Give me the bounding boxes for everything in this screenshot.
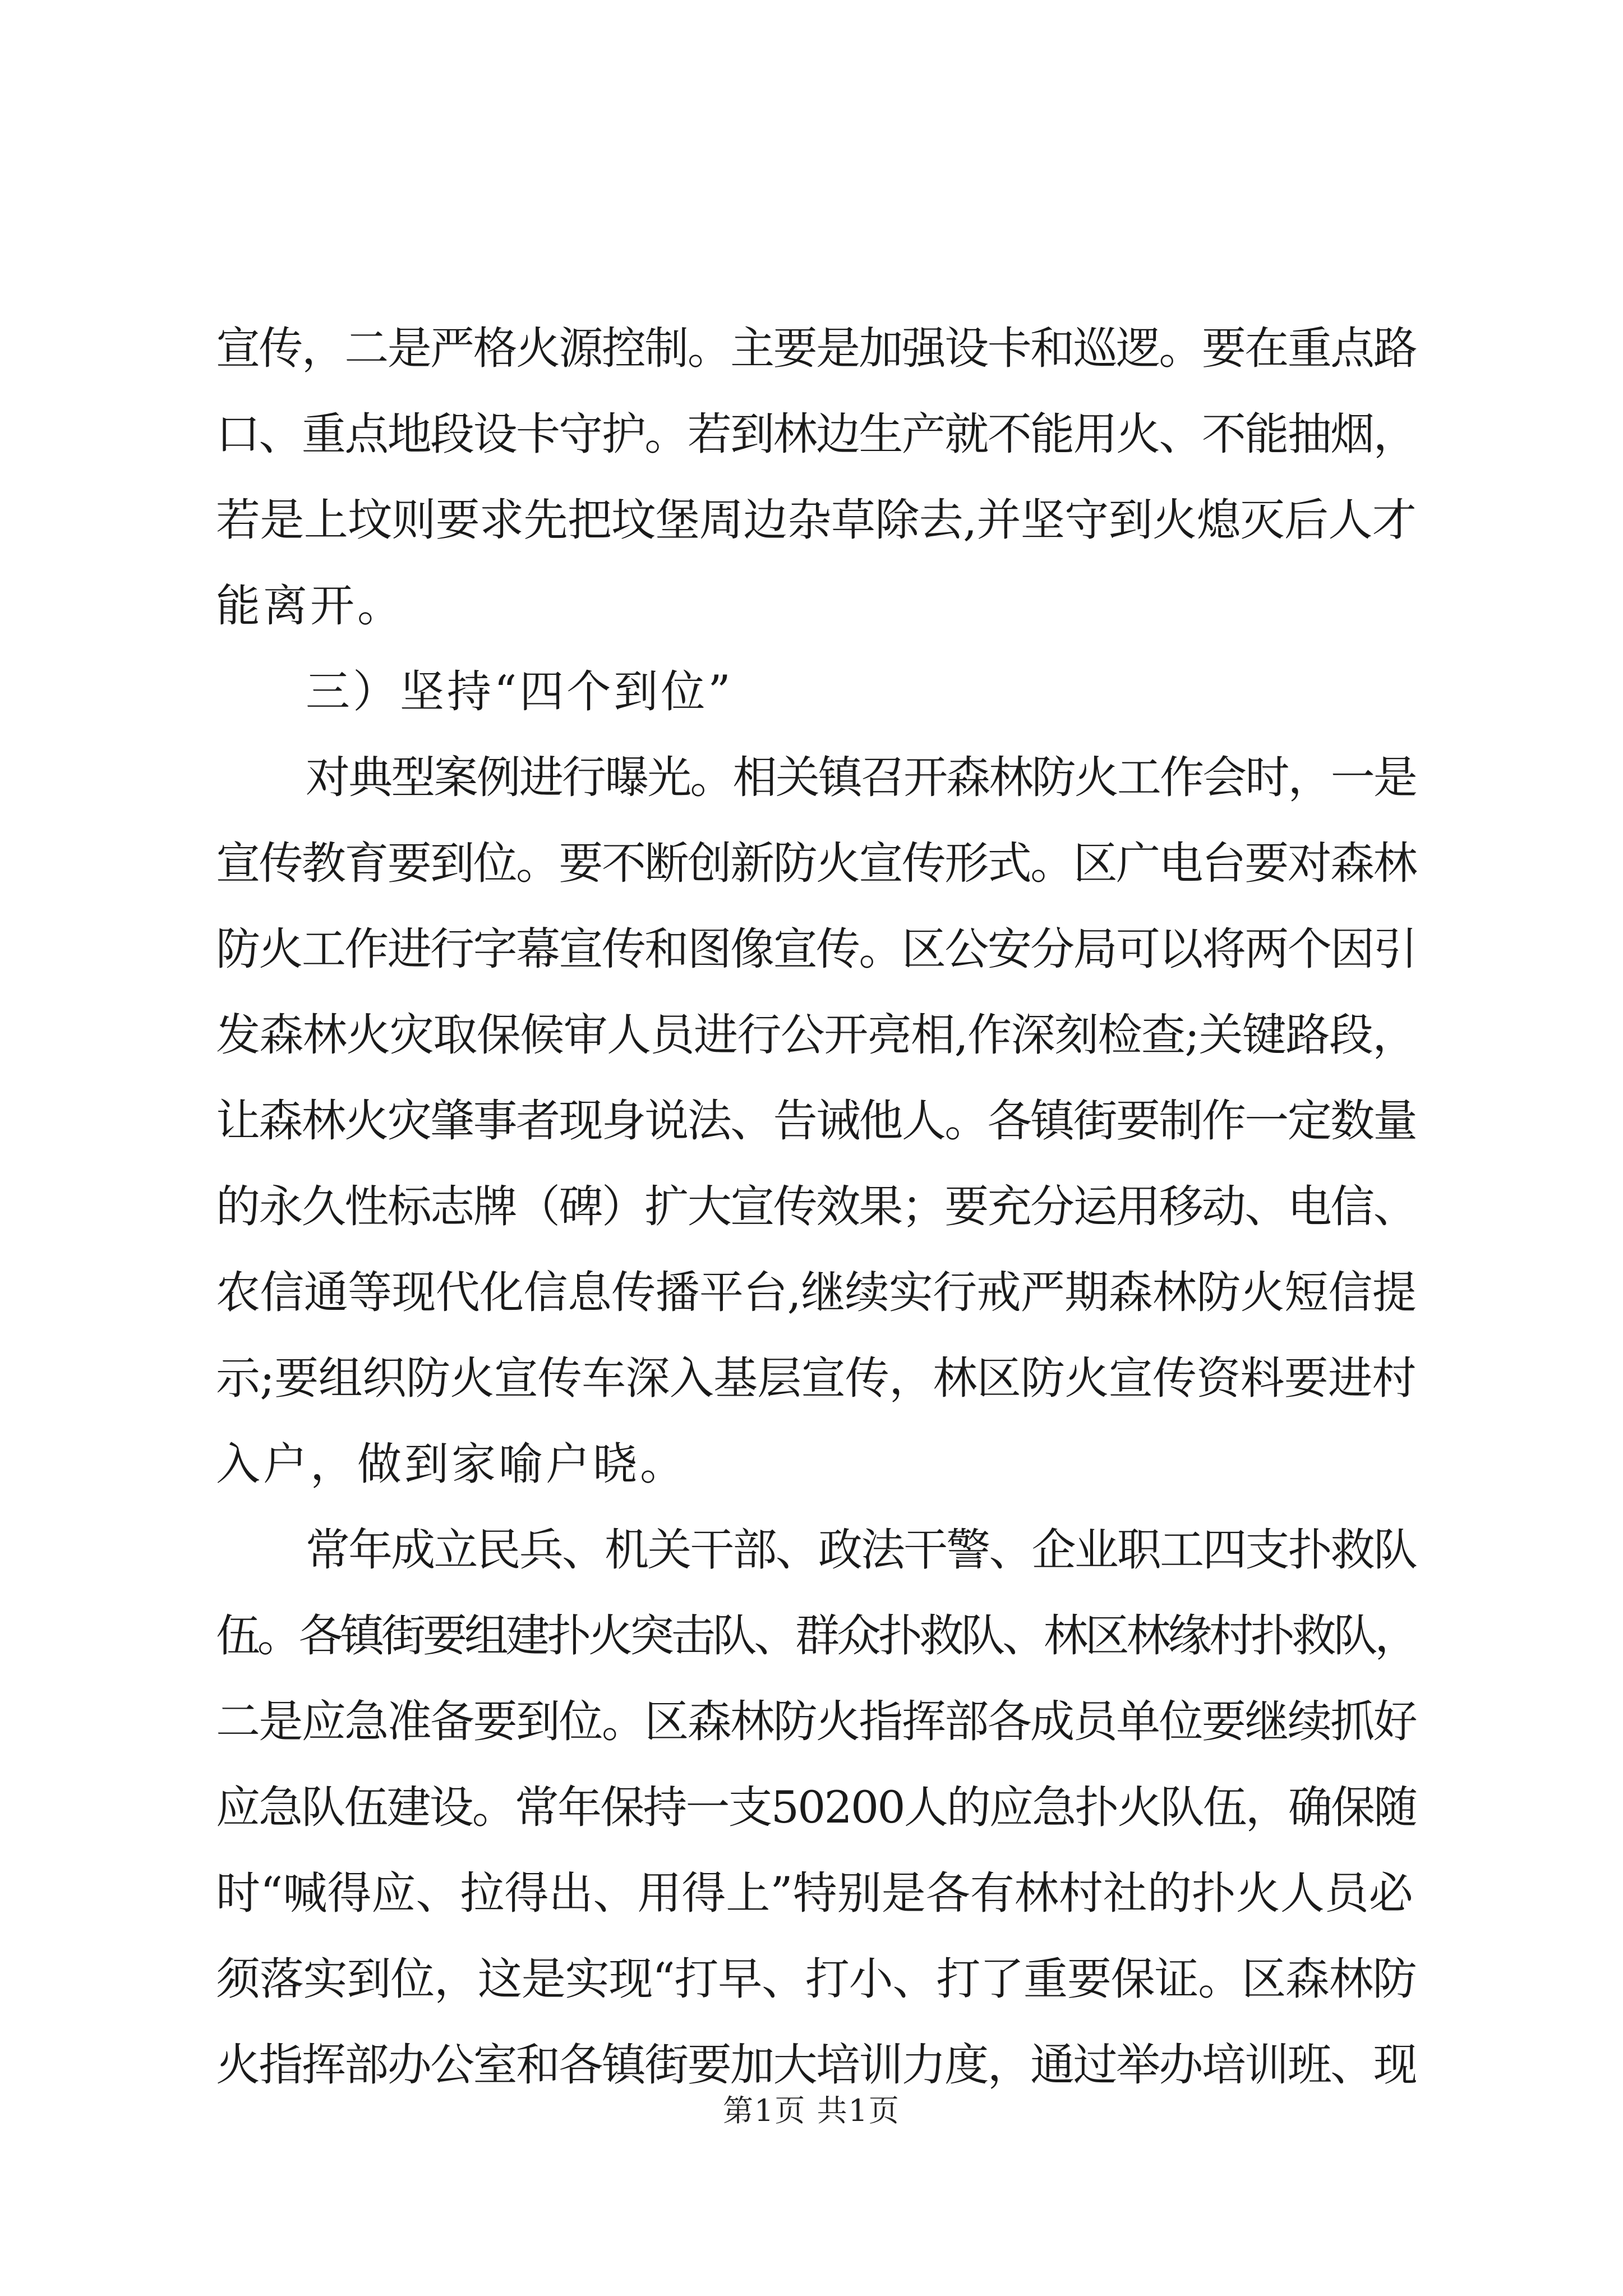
text-line: 示;要组织防火宣传车深入基层宣传，林区防火宣传资料要进村	[216, 1352, 1416, 1404]
page-footer: 第1页 共1页	[723, 2093, 900, 2128]
text-line: 防火工作进行字幕宣传和图像宣传。区公安分局可以将两个因引	[216, 923, 1416, 975]
text-line: 应急队伍建设。常年保持一支50200人的应急扑火队伍，确保随	[216, 1782, 1417, 1833]
text-line: 三）坚持“四个到位”	[306, 666, 734, 717]
text-line: 时“喊得应、拉得出、用得上”特别是各有林村社的扑火人员必	[216, 1867, 1413, 1919]
text-line: 火指挥部办公室和各镇街要加大培训力度，通过举办培训班、现	[216, 2039, 1416, 2091]
text-line: 若是上坟则要求先把坟堡周边杂草除去,并坚守到火熄灭后人才	[216, 494, 1417, 546]
text-line: 发森林火灾取保候审人员进行公开亮相,作深刻检查;关键路段，	[216, 1009, 1416, 1061]
text-line: 农信通等现代化信息传播平台,继续实行戒严期森林防火短信提	[216, 1267, 1417, 1318]
text-line: 宣传，二是严格火源控制。主要是加强设卡和巡逻。要在重点路	[216, 323, 1416, 374]
text-line: 让森林火灾肇事者现身说法、告诫他人。各镇街要制作一定数量	[216, 1095, 1416, 1147]
text-line: 须落实到位，这是实现“打早、打小、打了重要保证。区森林防	[216, 1953, 1417, 2005]
text-line: 能离开。	[216, 580, 404, 632]
text-line: 宣传教育要到位。要不断创新防火宣传形式。区广电台要对森林	[216, 838, 1416, 889]
text-line: 伍。各镇街要组建扑火突击队、群众扑救队、林区林缘村扑救队，	[216, 1610, 1416, 1662]
text-line: 的永久性标志牌（碑）扩大宣传效果；要充分运用移动、电信、	[216, 1181, 1416, 1232]
text-line: 口、重点地段设卡守护。若到林边生产就不能用火、不能抽烟，	[216, 408, 1416, 460]
text-line: 入户，做到家喻户晓。	[216, 1438, 687, 1490]
text-line: 对典型案例进行曝光。相关镇召开森林防火工作会时，一是	[306, 752, 1417, 803]
document-body	[216, 306, 1416, 2108]
text-line: 常年成立民兵、机关干部、政法干警、企业职工四支扑救队	[306, 1524, 1417, 1576]
text-line: 二是应急准备要到位。区森林防火指挥部各成员单位要继续抓好	[216, 1696, 1416, 1747]
